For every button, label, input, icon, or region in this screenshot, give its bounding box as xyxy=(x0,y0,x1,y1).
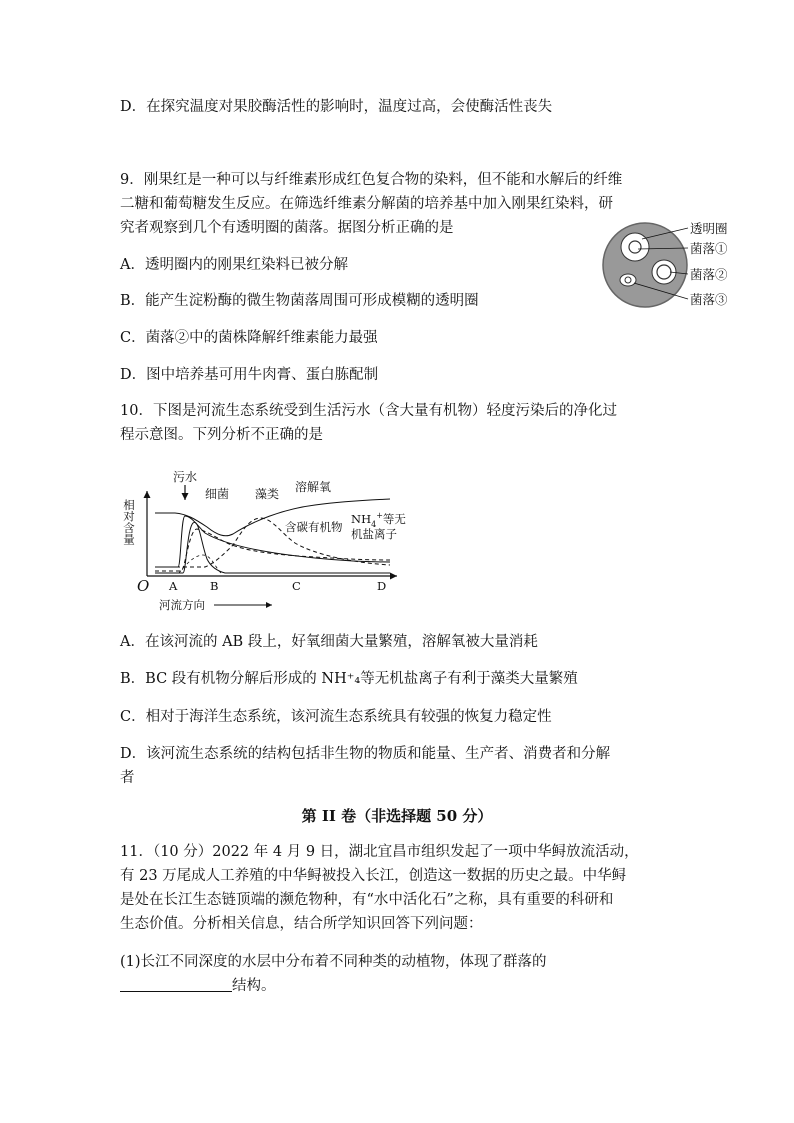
nh4-label: $NH_4^+$等无 xyxy=(351,511,406,529)
q10-stem-line-2: 程示意图。下列分析不正确的是 xyxy=(120,427,323,443)
q11-sub1-suffix: 结构。 xyxy=(232,978,276,994)
river-purification-figure xyxy=(115,463,415,615)
q11-sub1-line-1: (1)长江不同深度的水层中分布着不同种类的动植物，体现了群落的 xyxy=(120,954,547,970)
q11-stem-line-4: 生态价值。分析相关信息，结合所学知识回答下列问题： xyxy=(120,916,483,932)
dissolved-oxygen-label: 溶解氧 xyxy=(295,480,332,494)
colony-2 xyxy=(657,265,671,279)
petri-dish xyxy=(603,223,687,307)
q10-option-d-line-2: 者 xyxy=(120,770,135,786)
q11-stem-line-2: 有 23 万尾成人工养殖的中华鲟被投入长江，创造这一数据的历史之最。中华鲟 xyxy=(120,868,627,884)
label-halo: 透明圈 xyxy=(690,221,728,236)
tick-c: C xyxy=(292,579,301,593)
tick-d: D xyxy=(377,579,387,593)
answer-blank[interactable] xyxy=(120,977,232,992)
q11-stem-line-1: 11．（10 分）2022 年 4 月 9 日，湖北宜昌市组织发起了一项中华鲟放流活动， xyxy=(120,844,639,860)
q10-option-b: B．BC 段有机物分解后形成的 NH⁺₄等无机盐离子有利于藻类大量繁殖 xyxy=(120,671,578,687)
q10-option-a: A．在该河流的 AB 段上，好氧细菌大量繁殖，溶解氧被大量消耗 xyxy=(120,634,538,650)
carbon-organic-label: 含碳有机物 xyxy=(285,520,343,534)
q9-option-a: A．透明圈内的刚果红染料已被分解 xyxy=(120,257,348,273)
tick-a: A xyxy=(169,579,178,593)
label-colony-2: 菌落② xyxy=(690,267,728,282)
tick-b: B xyxy=(210,579,219,593)
y-axis-label: 相对含量 xyxy=(122,499,136,545)
algae-label: 藻类 xyxy=(255,487,280,501)
part2-title: 第 II 卷（非选择题 50 分） xyxy=(301,807,493,825)
q10-option-d-line-1: D．该河流生态系统的结构包括非生物的物质和能量、生产者、消费者和分解 xyxy=(120,746,611,762)
q9-stem-line-3: 究者观察到几个有透明圈的菌落。据图分析正确的是 xyxy=(120,220,454,236)
nh4-label-line2: 机盐离子 xyxy=(351,527,397,541)
q9-stem-line-2: 二糖和葡萄糖发生反应。在筛选纤维素分解菌的培养基中加入刚果红染料，研 xyxy=(120,196,613,212)
q10-option-c: C．相对于海洋生态系统，该河流生态系统具有较强的恢复力稳定性 xyxy=(120,709,552,725)
q8-option-d: D．在探究温度对果胶酶活性的影响时，温度过高，会使酶活性丧失 xyxy=(120,99,553,115)
sewage-label: 污水 xyxy=(173,470,198,484)
label-colony-3: 菌落③ xyxy=(690,292,728,307)
colony-3 xyxy=(625,277,631,283)
flow-label: 河流方向 xyxy=(159,598,205,612)
q9-stem-line-1: 9．刚果红是一种可以与纤维素形成红色复合物的染料，但不能和水解后的纤维 xyxy=(120,172,623,188)
q11-sub1-line-2 xyxy=(120,976,276,996)
origin-label: O xyxy=(137,577,150,595)
q9-option-d: D．图中培养基可用牛肉膏、蛋白胨配制 xyxy=(120,367,379,383)
petri-dish-figure xyxy=(598,215,748,315)
q10-stem-line-1: 10．下图是河流生态系统受到生活污水（含大量有机物）轻度污染后的净化过 xyxy=(120,403,617,419)
colony-1 xyxy=(629,241,641,253)
label-colony-1: 菌落① xyxy=(690,241,728,256)
q9-option-c: C．菌落②中的菌株降解纤维素能力最强 xyxy=(120,330,378,346)
bacteria-label: 细菌 xyxy=(205,487,230,501)
q9-option-b: B．能产生淀粉酶的微生物菌落周围可形成模糊的透明圈 xyxy=(120,293,479,309)
q11-stem-line-3: 是处在长江生态链顶端的濒危物种，有“水中活化石”之称，具有重要的科研和 xyxy=(120,892,614,908)
